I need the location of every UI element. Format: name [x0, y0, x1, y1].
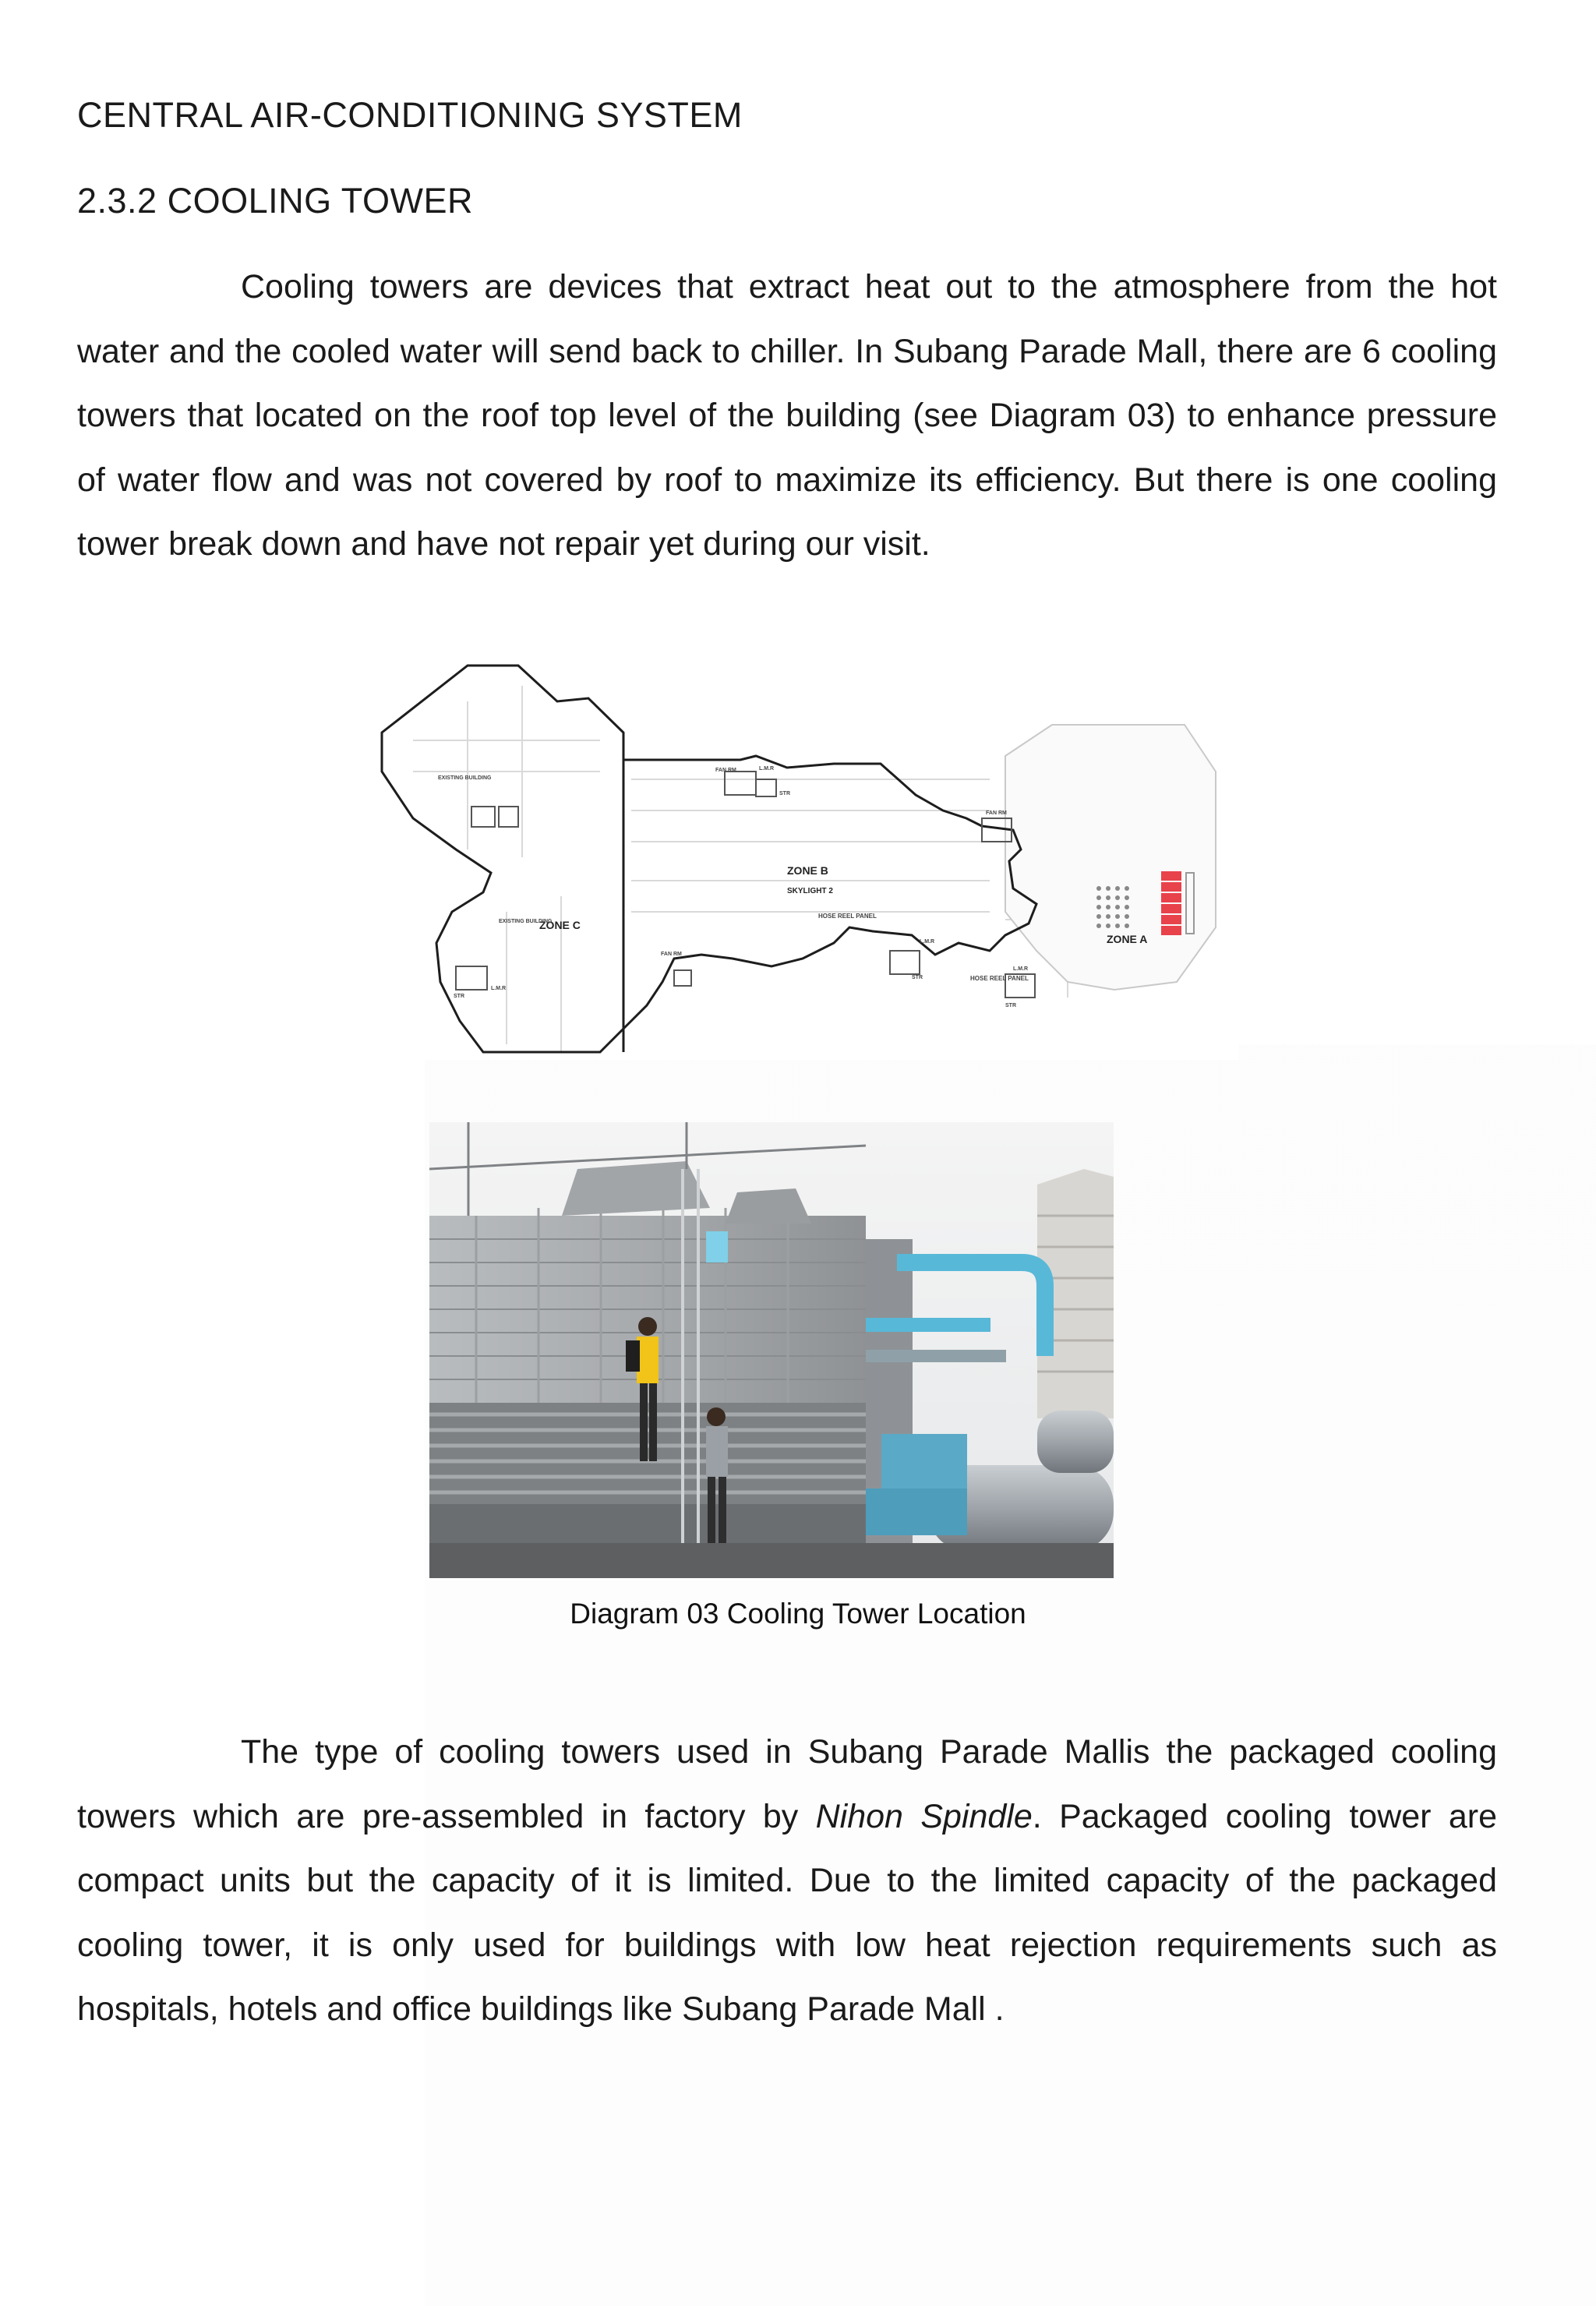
zone-b-label: ZONE B [787, 864, 828, 877]
lmr-label: L.M.R [759, 766, 775, 772]
hose-reel-label: HOSE REEL PANEL [818, 913, 877, 920]
lmr-label-4: L.M.R [1013, 966, 1029, 972]
lmr-label-3: L.M.R [920, 939, 935, 945]
zone-c-label: ZONE C [539, 919, 581, 931]
subsection-title: 2.3.2 COOLING TOWER [77, 181, 473, 221]
paragraph-2 [77, 1720, 1497, 2042]
paragraph-2-before: The type of cooling towers used in Subang Parade Mallis the packaged cooling towers which are pre-assembled in factory by [77, 1733, 1497, 1835]
lmr-label-2: L.M.R [491, 986, 507, 991]
str-label-2: STR [454, 994, 464, 999]
paragraph-1 [77, 255, 1497, 577]
section-title: CENTRAL AIR-CONDITIONING SYSTEM [77, 95, 743, 135]
paragraph-2-text [77, 1720, 1497, 2042]
cooling-tower-photo [429, 1122, 1114, 1578]
figure-caption-text: Diagram 03 Cooling Tower Location [570, 1598, 1026, 1630]
fan-room-label-2: FAN RM [986, 810, 1007, 816]
roof-floor-plan [366, 655, 1239, 1060]
manufacturer-name: Nihon Spindle [815, 1797, 1033, 1835]
paragraph-1-text: Cooling towers are devices that extract heat out to the atmosphere from the hot water and the cooled water will send back to chiller. In Subang Parade Mall, there are 6 cooling towers that located on the roof top level of the building (see Diagram 03) to enhance pressure of water flow and was not covered by roof to maximize its efficiency. But there is one cooling tower break down and have not repair yet during our visit. [77, 268, 1497, 563]
existing-building-label-2: EXISTING BUILDING [499, 919, 553, 924]
paragraph-2-after: . Packaged cooling tower are compact units but the capacity of it is limited. Due to the limited capacity of the packaged cooling tower, it is only used for buildings with low heat rejection requirements such as hospitals, hotels and office buildings like Subang Parade Mall . [77, 1797, 1497, 2028]
existing-building-label: EXISTING BUILDING [438, 775, 492, 781]
fan-room-label-3: FAN RM [661, 952, 682, 957]
str-label: STR [779, 791, 790, 796]
figure-caption [0, 1598, 1596, 1630]
str-label-3: STR [912, 975, 923, 980]
zone-a-label: ZONE A [1107, 933, 1148, 945]
hose-reel-label-2: HOSE REEL PANEL [970, 975, 1029, 982]
str-label-4: STR [1005, 1003, 1016, 1008]
fan-room-label: FAN RM [715, 768, 736, 773]
skylight-label: SKYLIGHT 2 [787, 887, 833, 895]
